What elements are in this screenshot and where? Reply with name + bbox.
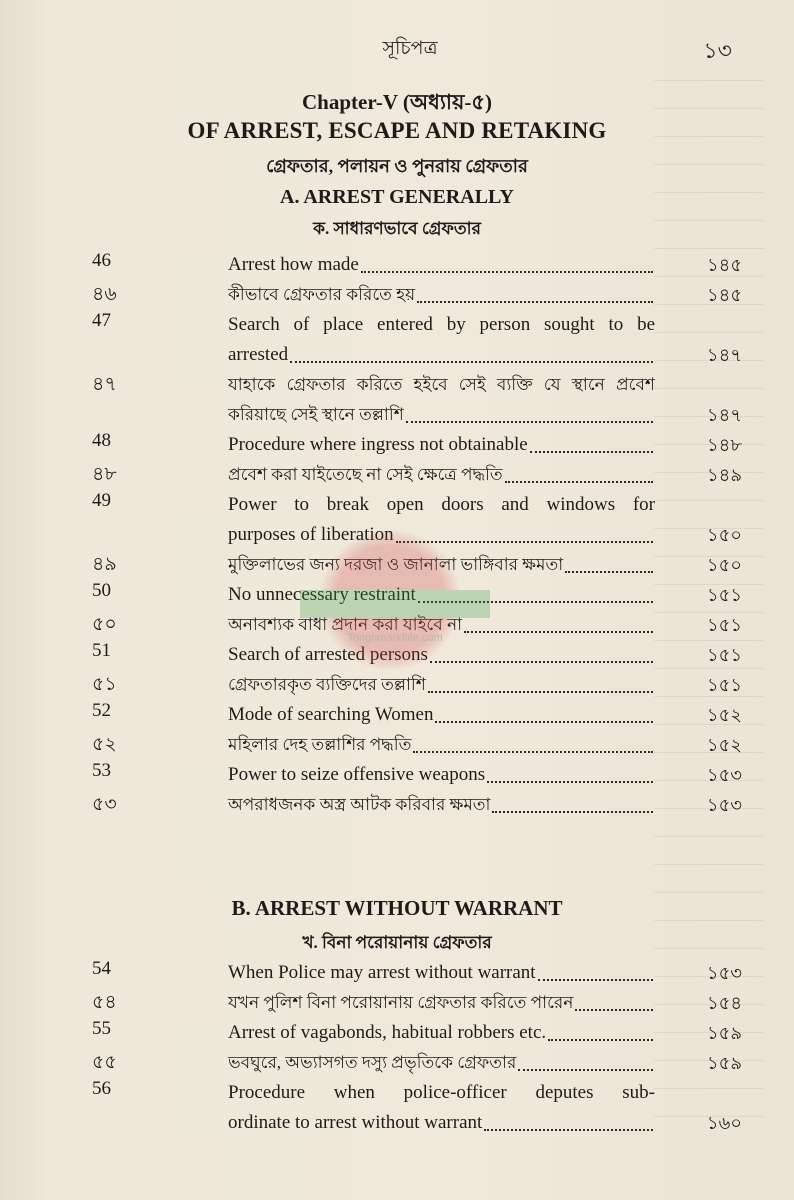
- toc-entry: [0, 310, 794, 370]
- part-title-en: OF ARREST, ESCAPE AND RETAKING: [187, 118, 607, 143]
- section-title-line: অপরাধজনক অস্ত্র আটক করিবার ক্ষমতা: [228, 795, 491, 814]
- section-title-line: Arrest how made: [228, 254, 359, 275]
- page-ref: ১৪৭: [706, 345, 742, 365]
- dot-leader: [417, 301, 653, 303]
- section-title: [228, 790, 655, 820]
- section-title-line: Power to seize offensive weapons: [228, 764, 486, 785]
- dot-leader: [484, 1129, 653, 1131]
- section-title-line: গ্রেফতারকৃত ব্যক্তিদের তল্লাশি: [228, 675, 426, 694]
- dot-leader: [575, 1009, 653, 1011]
- section-title-line: মুক্তিলাভের জন্য দরজা ও জানালা ভাঙ্গিবার ক্ষমতা: [228, 555, 564, 574]
- section-number: 50: [92, 580, 111, 601]
- page-ref: ১৫৩: [706, 795, 742, 815]
- page-ref: ১৫৩: [706, 765, 742, 785]
- section-number: ৫৫: [92, 1052, 117, 1073]
- section-title: [228, 370, 655, 430]
- section-number: 49: [92, 490, 111, 511]
- watermark-url: Tonghmarkflife.com: [347, 632, 443, 644]
- chapter-title: Chapter-V (অধ্যায়-৫): [301, 90, 493, 114]
- dot-leader: [396, 541, 653, 543]
- section-number: 55: [92, 1018, 111, 1039]
- section-title: [228, 430, 655, 460]
- section-title-line: When Police may arrest without warrant: [228, 962, 536, 983]
- page-ref: ১৫১: [706, 675, 742, 695]
- page-ref: ১৬০: [706, 1113, 742, 1133]
- dot-leader: [565, 571, 653, 573]
- toc-entry: [0, 1078, 794, 1138]
- section-number: 48: [92, 430, 111, 451]
- dot-leader: [406, 421, 653, 423]
- section-title-line: arrested: [228, 344, 289, 365]
- section-number: ৪৮: [92, 464, 117, 485]
- section-title: [228, 670, 655, 700]
- section-title-line: Procedure where ingress not obtainable: [228, 434, 528, 455]
- page-ref: ১৫৩: [706, 963, 742, 983]
- running-header: [0, 34, 794, 64]
- toc-entry: [0, 1018, 794, 1048]
- section-title-line: Mode of searching Women: [228, 704, 434, 725]
- section-number: 53: [92, 760, 111, 781]
- section-number: 56: [92, 1078, 111, 1099]
- section-number: 51: [92, 640, 111, 661]
- part-title-bn: গ্রেফতার, পলায়ন ও পুনরায় গ্রেফতার: [266, 156, 528, 176]
- section-title-line: purposes of liberation: [228, 524, 394, 545]
- section-number: ৫২: [92, 734, 117, 755]
- section-title: [228, 958, 655, 988]
- dot-leader: [492, 811, 653, 813]
- toc-entry: [0, 580, 794, 610]
- toc-entry: [0, 988, 794, 1018]
- section-title-line: প্রবেশ করা যাইতেছে না সেই ক্ষেত্রে পদ্ধতি: [228, 465, 503, 484]
- dot-leader: [518, 1069, 653, 1071]
- toc-entry: [0, 490, 794, 550]
- toc-entry: [0, 370, 794, 430]
- section-a-title-bn: ক. সাধারণভাবে গ্রেফতার: [313, 219, 481, 238]
- page-ref: ১৫০: [706, 525, 742, 545]
- section-number: ৫০: [92, 614, 117, 635]
- toc-entry: [0, 760, 794, 790]
- toc-entry: [0, 460, 794, 490]
- toc-entry: [0, 550, 794, 580]
- dot-leader: [361, 271, 653, 273]
- section-number: 54: [92, 958, 111, 979]
- section-number: 46: [92, 250, 111, 271]
- dot-leader: [435, 721, 653, 723]
- section-title: [228, 490, 655, 550]
- toc-entry: [0, 670, 794, 700]
- page-ref: ১৫৯: [706, 1023, 742, 1043]
- page-ref: ১৫৯: [706, 1053, 742, 1073]
- section-title: [228, 280, 655, 310]
- dot-leader: [290, 361, 653, 363]
- section-title-line: Search of place entered by person sought to be: [228, 314, 655, 335]
- section-title: [228, 550, 655, 580]
- section-number: ৫১: [92, 674, 117, 695]
- running-title: সূচিপত্র: [382, 38, 438, 59]
- page-ref: ১৫২: [706, 705, 742, 725]
- section-title-line: No unnecessary restraint: [228, 584, 416, 605]
- toc-entry: [0, 250, 794, 280]
- toc-entry: [0, 790, 794, 820]
- section-number: 47: [92, 310, 111, 331]
- section-number: ৪৭: [92, 374, 117, 395]
- dot-leader: [548, 1039, 653, 1041]
- dot-leader: [464, 631, 653, 633]
- section-title-line: যখন পুলিশ বিনা পরোয়ানায় গ্রেফতার করিতে পারেন: [228, 993, 574, 1012]
- section-b-title-en: B. ARREST WITHOUT WARRANT: [231, 896, 563, 920]
- section-number: ৪৯: [92, 554, 117, 575]
- toc-entry: [0, 640, 794, 670]
- section-title-line: Procedure when police-officer deputes sub-: [228, 1082, 655, 1103]
- toc-entry: [0, 280, 794, 310]
- section-title-line: ordinate to arrest without warrant: [228, 1112, 483, 1133]
- section-number: 52: [92, 700, 111, 721]
- toc-entry: [0, 430, 794, 460]
- section-title: [228, 610, 655, 640]
- page-ref: ১৫০: [706, 555, 742, 575]
- section-title-line: যাহাকে গ্রেফতার করিতে হইবে সেই ব্যক্তি যে স্থানে প্রবেশ: [228, 375, 655, 394]
- page-ref: ১৪৯: [706, 465, 742, 485]
- section-title: [228, 640, 655, 670]
- section-title-line: Arrest of vagabonds, habitual robbers etc.: [228, 1022, 547, 1043]
- section-title: [228, 730, 655, 760]
- section-number: ৫৩: [92, 794, 117, 815]
- section-title: [228, 700, 655, 730]
- section-title: [228, 250, 655, 280]
- page-ref: ১৫১: [706, 615, 742, 635]
- section-b-title-bn: খ. বিনা পরোয়ানায় গ্রেফতার: [302, 933, 492, 952]
- page-ref: ১৪৭: [706, 405, 742, 425]
- section-title-line: অনাবশ্যক বাধা প্রদান করা যাইবে না: [228, 615, 463, 634]
- section-a-title-en: A. ARREST GENERALLY: [280, 186, 514, 208]
- toc-entry: [0, 700, 794, 730]
- page-ref: ১৪৮: [706, 435, 742, 455]
- section-title-line: ভবঘুরে, অভ্যাসগত দস্যু প্রভৃতিকে গ্রেফতার: [228, 1053, 517, 1072]
- toc-entry: [0, 958, 794, 988]
- page-number: ১৩: [703, 38, 732, 63]
- section-title-line: মহিলার দেহ তল্লাশির পদ্ধতি: [228, 735, 412, 754]
- dot-leader: [505, 481, 653, 483]
- section-title: [228, 460, 655, 490]
- dot-leader: [428, 691, 653, 693]
- section-title: [228, 310, 655, 370]
- section-title-line: Power to break open doors and windows for: [228, 494, 655, 515]
- toc-entry: [0, 610, 794, 640]
- section-number: ৫৪: [92, 992, 117, 1013]
- toc-entry: [0, 1048, 794, 1078]
- dot-leader: [430, 661, 653, 663]
- section-title-line: Search of arrested persons: [228, 644, 428, 665]
- page-ref: ১৫৪: [706, 993, 742, 1013]
- dot-leader: [530, 451, 653, 453]
- dot-leader: [413, 751, 653, 753]
- page-ref: ১৫১: [706, 585, 742, 605]
- section-title: [228, 1048, 655, 1078]
- page-ref: ১৪৫: [706, 255, 742, 275]
- section-a-entries: [0, 250, 794, 820]
- section-title: [228, 1018, 655, 1048]
- page-ref: ১৪৫: [706, 285, 742, 305]
- section-number: ৪৬: [92, 284, 117, 305]
- section-title-line: কীভাবে গ্রেফতার করিতে হয়: [228, 285, 416, 304]
- section-title: [228, 580, 655, 610]
- section-title: [228, 1078, 655, 1138]
- dot-leader: [418, 601, 653, 603]
- section-title: [228, 760, 655, 790]
- section-title-line: করিয়াছে সেই স্থানে তল্লাশি: [228, 405, 404, 424]
- section-title: [228, 988, 655, 1018]
- page-ref: ১৫১: [706, 645, 742, 665]
- page-ref: ১৫২: [706, 735, 742, 755]
- dot-leader: [487, 781, 653, 783]
- section-b-entries: [0, 958, 794, 1138]
- dot-leader: [538, 979, 653, 981]
- toc-entry: [0, 730, 794, 760]
